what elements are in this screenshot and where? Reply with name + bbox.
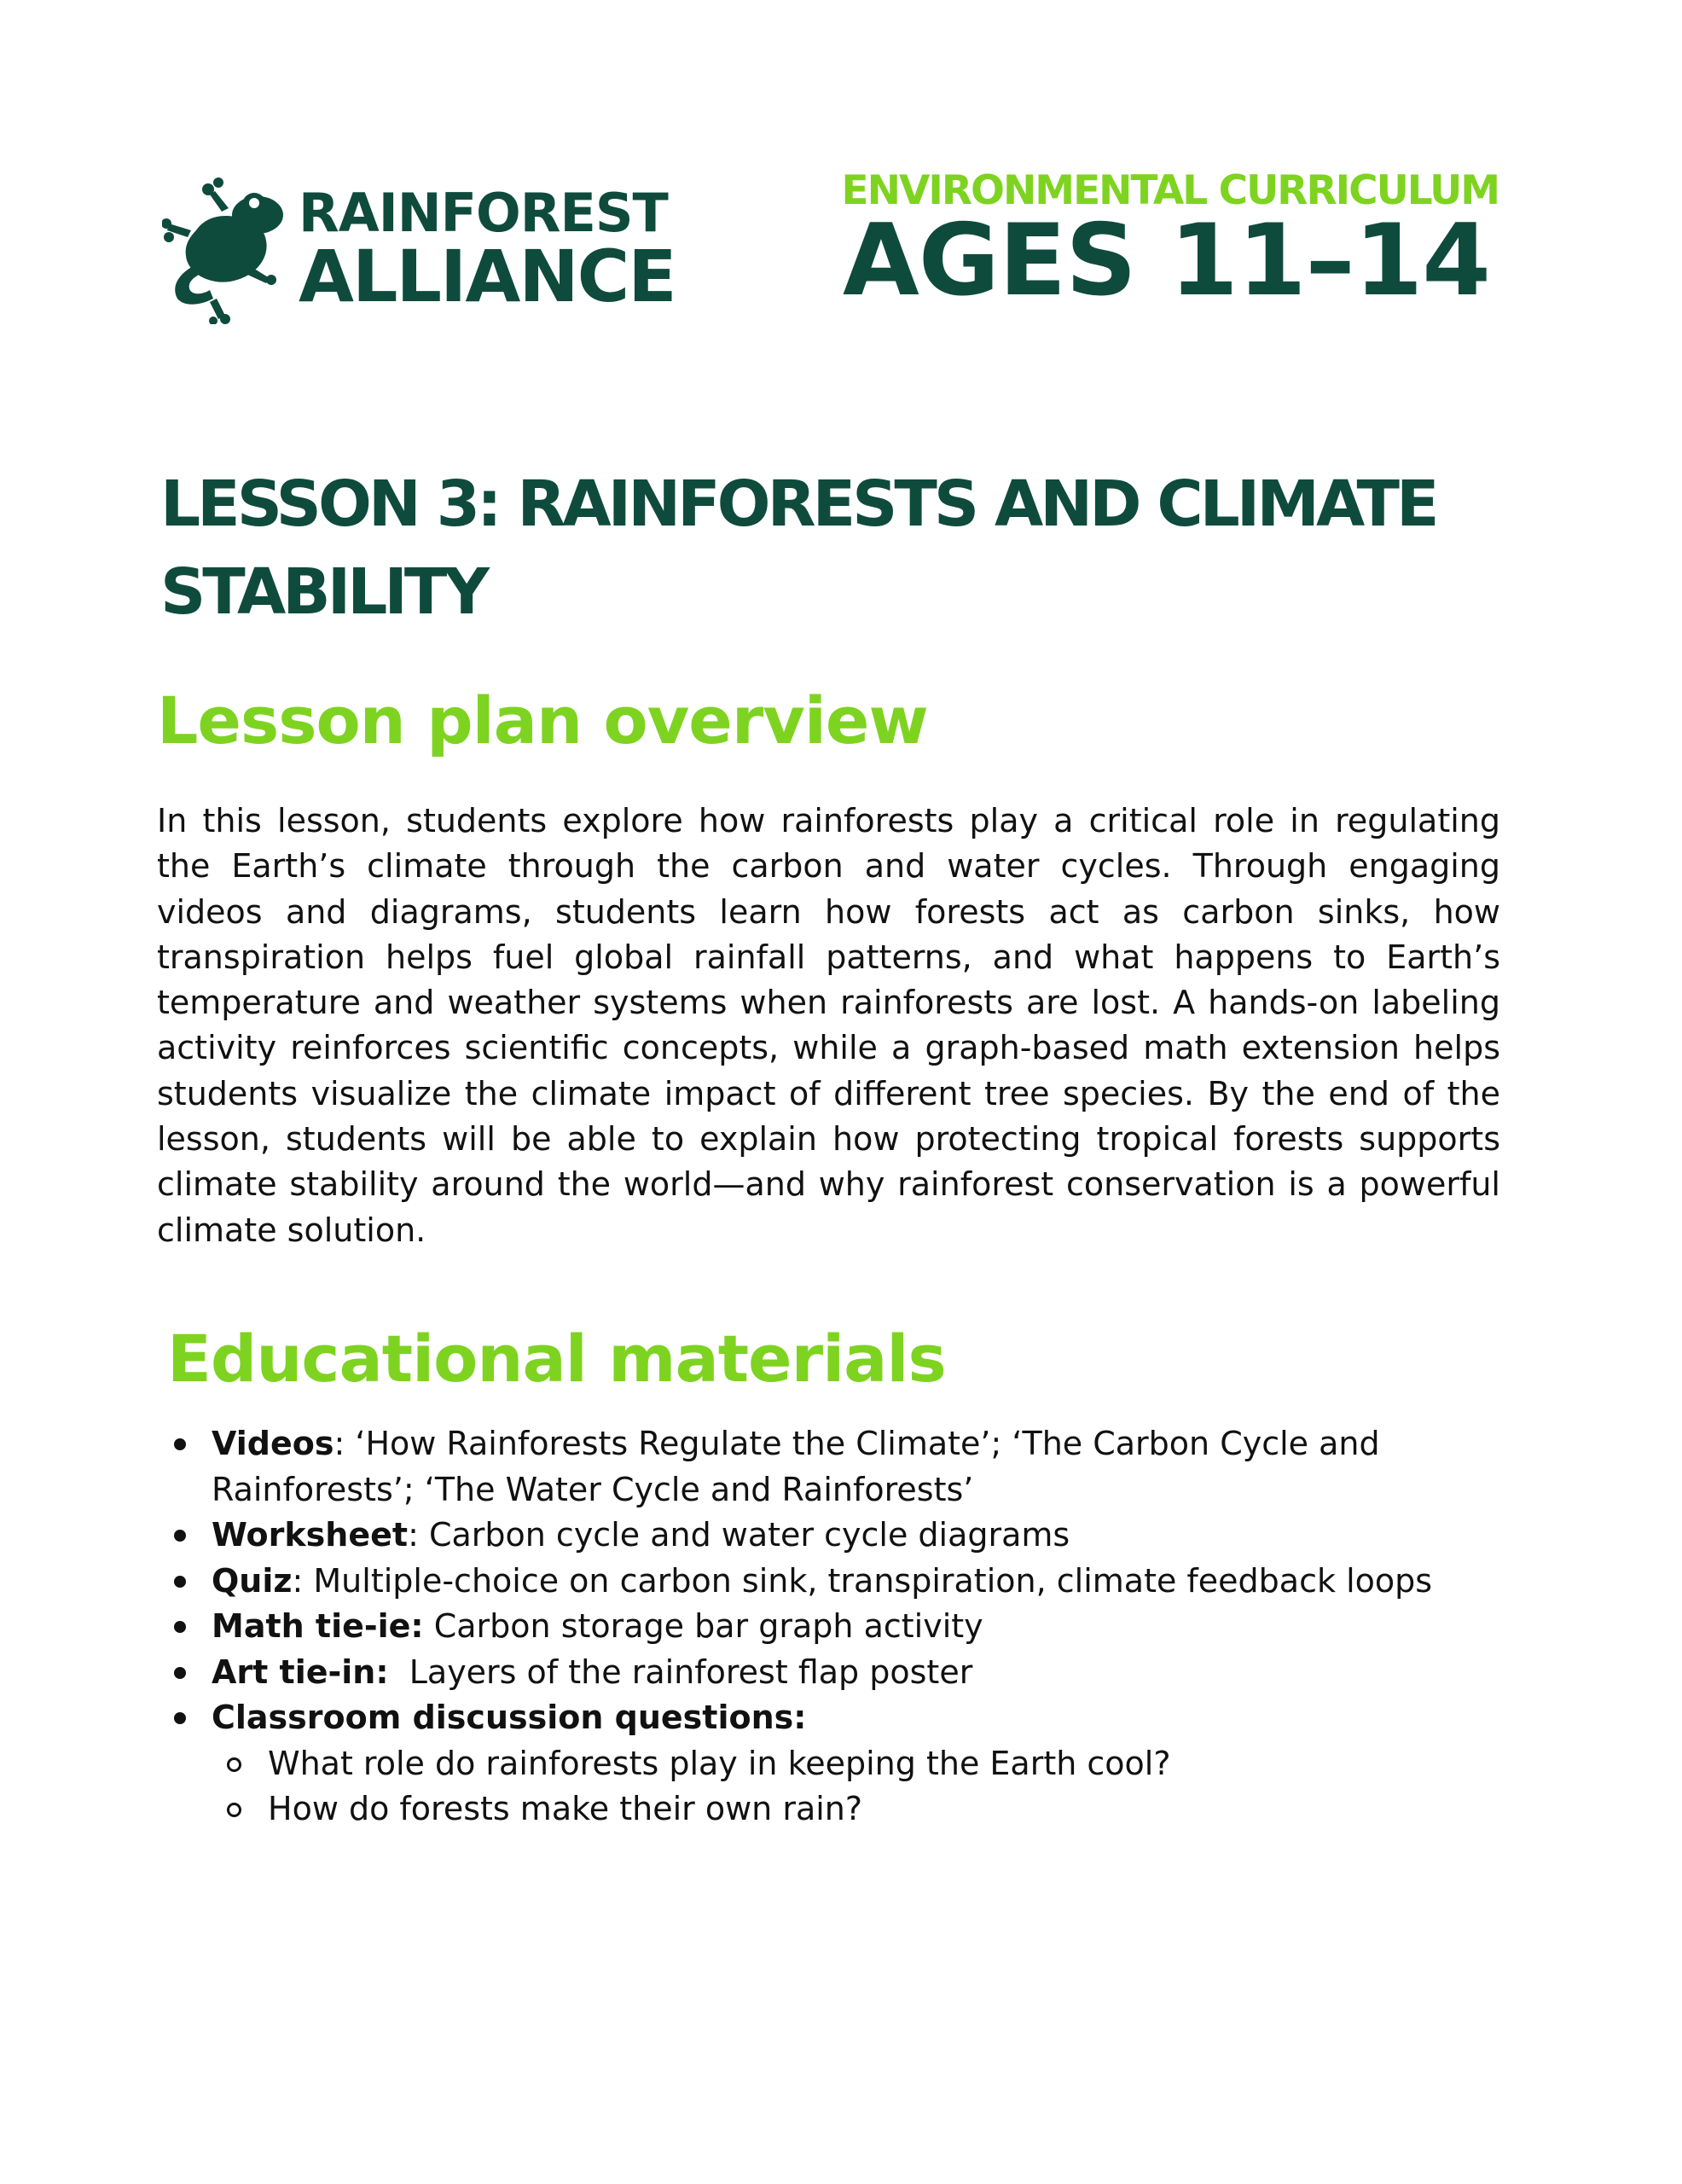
item-label: Art tie-in: (212, 1653, 389, 1691)
bullet-icon (174, 1576, 186, 1588)
item-text: Layers of the rainforest flap poster (409, 1653, 973, 1691)
discussion-question: What role do rainforests play in keeping the Earth cool? (212, 1741, 1549, 1787)
bullet-icon (174, 1667, 186, 1679)
brand-name-line2: ALLIANCE (299, 235, 676, 318)
list-item (167, 1695, 1549, 1833)
rainforest-alliance-logo (162, 171, 676, 324)
list-item (167, 1604, 1549, 1650)
item-label: Math tie-ie: (212, 1607, 424, 1645)
item-label: Quiz (212, 1561, 293, 1600)
list-item: Worksheet: Carbon cycle and water cycle diagrams (167, 1513, 1549, 1559)
brand-name-line1: RAINFOREST (299, 182, 668, 244)
item-label: Classroom discussion questions: (212, 1699, 807, 1736)
materials-list (167, 1421, 1549, 1833)
bullet-icon (174, 1621, 186, 1633)
list-item (167, 1650, 1549, 1696)
age-range-label: AGES 11–14 (842, 203, 1490, 318)
bullet-icon (174, 1712, 186, 1724)
bullet-icon (174, 1530, 186, 1542)
lesson-title: LESSON 3: RAINFORESTS AND CLIMATE STABILITY (160, 468, 1436, 629)
item-text: ‘How Rainforests Regulate the Climate’; ‘The Carbon Cycle and Rainforests’; ‘The Water Cycle and Rainforests’ (212, 1425, 1380, 1508)
item-text: Carbon storage bar graph activity (433, 1607, 983, 1645)
overview-heading: Lesson plan overview (157, 682, 928, 758)
list-item: Videos: ‘How Rainforests Regulate the Climate’; ‘The Carbon Cycle and Rainforests’; ‘The Water Cycle and Rainforests’ (167, 1421, 1549, 1513)
item-label: Videos (212, 1425, 334, 1462)
list-item: Quiz: Multiple-choice on carbon sink, transpiration, climate feedback loops (167, 1559, 1549, 1605)
bullet-icon (174, 1438, 186, 1450)
item-text: Multiple-choice on carbon sink, transpiration, climate feedback loops (313, 1561, 1433, 1600)
curriculum-label: ENVIRONMENTAL CURRICULUM (841, 167, 1499, 214)
item-text: Carbon cycle and water cycle diagrams (428, 1516, 1070, 1554)
discussion-question: How do forests make their own rain? (212, 1786, 1549, 1833)
curriculum-header (799, 167, 1499, 318)
circle-bullet-icon (227, 1757, 241, 1772)
item-label: Worksheet (212, 1516, 409, 1554)
circle-bullet-icon (227, 1803, 241, 1817)
overview-paragraph: In this lesson, students explore how rainforests play a critical role in regulating the Earth’s climate through the carbon and water cycles. Through engaging videos and diagrams, students learn how forests act as carbon sinks, how transpiration helps fuel global rainfall patterns, and what happens to Earth’s temperature and weather systems when rainforests are lost. A hands-on labeling activity reinforces scientific concepts, while a graph-based math extension helps students visualize the climate impact of different tree species. By the end of the lesson, students will be able to explain how protecting tropical forests supports climate stability around the world—and why rainforest conservation is a powerful climate solution. (157, 802, 1500, 1249)
frog-logo-icon (162, 171, 299, 324)
discussion-questions-list (212, 1741, 1549, 1833)
materials-heading: Educational materials (167, 1321, 946, 1397)
